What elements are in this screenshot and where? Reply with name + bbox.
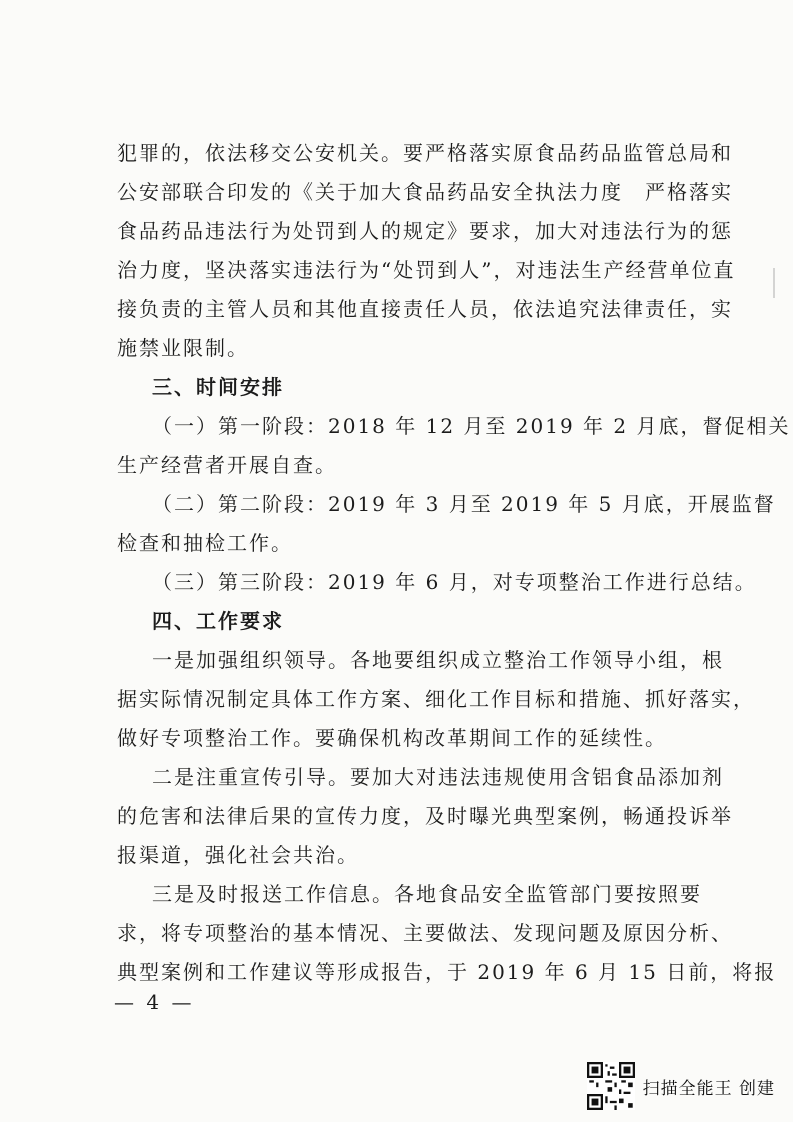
text-line: 接负责的主管人员和其他直接责任人员，依法追究法律责任，实 [117, 297, 733, 321]
text-line: 治力度，坚决落实违法行为“处罚到人”，对违法生产经营单位直 [117, 258, 736, 282]
text-line: 报渠道，强化社会共治。 [117, 843, 359, 867]
text-line: 求，将专项整治的基本情况、主要做法、发现问题及原因分析、 [117, 921, 733, 945]
text-line: 的危害和法律后果的宣传力度，及时曝光典型案例，畅通投诉举 [117, 804, 733, 828]
section-heading: 四、工作要求 [152, 609, 284, 633]
text-line: 犯罪的，依法移交公安机关。要严格落实原食品药品监管总局和 [117, 141, 733, 165]
text-line: 做好专项整治工作。要确保机构改革期间工作的延续性。 [117, 726, 667, 750]
page-number: — 4 — [114, 990, 195, 1014]
text-line: 据实际情况制定具体工作方案、细化工作目标和措施、抓好落实， [117, 687, 755, 711]
scanner-label: 扫描全能王 创建 [642, 1078, 775, 1099]
scanner-watermark [587, 1062, 775, 1110]
scan-edge-mark [773, 268, 775, 298]
text-line: 一是加强组织领导。各地要组织成立整治工作领导小组，根 [152, 648, 724, 672]
qr-code-icon [587, 1062, 635, 1110]
text-line: 施禁业限制。 [117, 336, 249, 360]
text-line: 二是注重宣传引导。要加大对违法违规使用含铝食品添加剂 [152, 765, 724, 789]
text-line: 公安部联合印发的《关于加大食品药品安全执法力度 严格落实 [117, 180, 733, 204]
text-line: （一）第一阶段：2018 年 12 月至 2019 年 2 月底，督促相关 [152, 414, 791, 438]
section-heading: 三、时间安排 [152, 375, 284, 399]
text-line: （三）第三阶段：2019 年 6 月，对专项整治工作进行总结。 [152, 570, 757, 594]
text-line: 生产经营者开展自查。 [117, 453, 337, 477]
text-line: 典型案例和工作建议等形成报告，于 2019 年 6 月 15 日前，将报 [117, 960, 777, 984]
text-line: 检查和抽检工作。 [117, 531, 293, 555]
text-line: 三是及时报送工作信息。各地食品安全监管部门要按照要 [152, 882, 702, 906]
text-line: 食品药品违法行为处罚到人的规定》要求，加大对违法行为的惩 [117, 219, 733, 243]
text-line: （二）第二阶段：2019 年 3 月至 2019 年 5 月底，开展监督 [152, 492, 776, 516]
